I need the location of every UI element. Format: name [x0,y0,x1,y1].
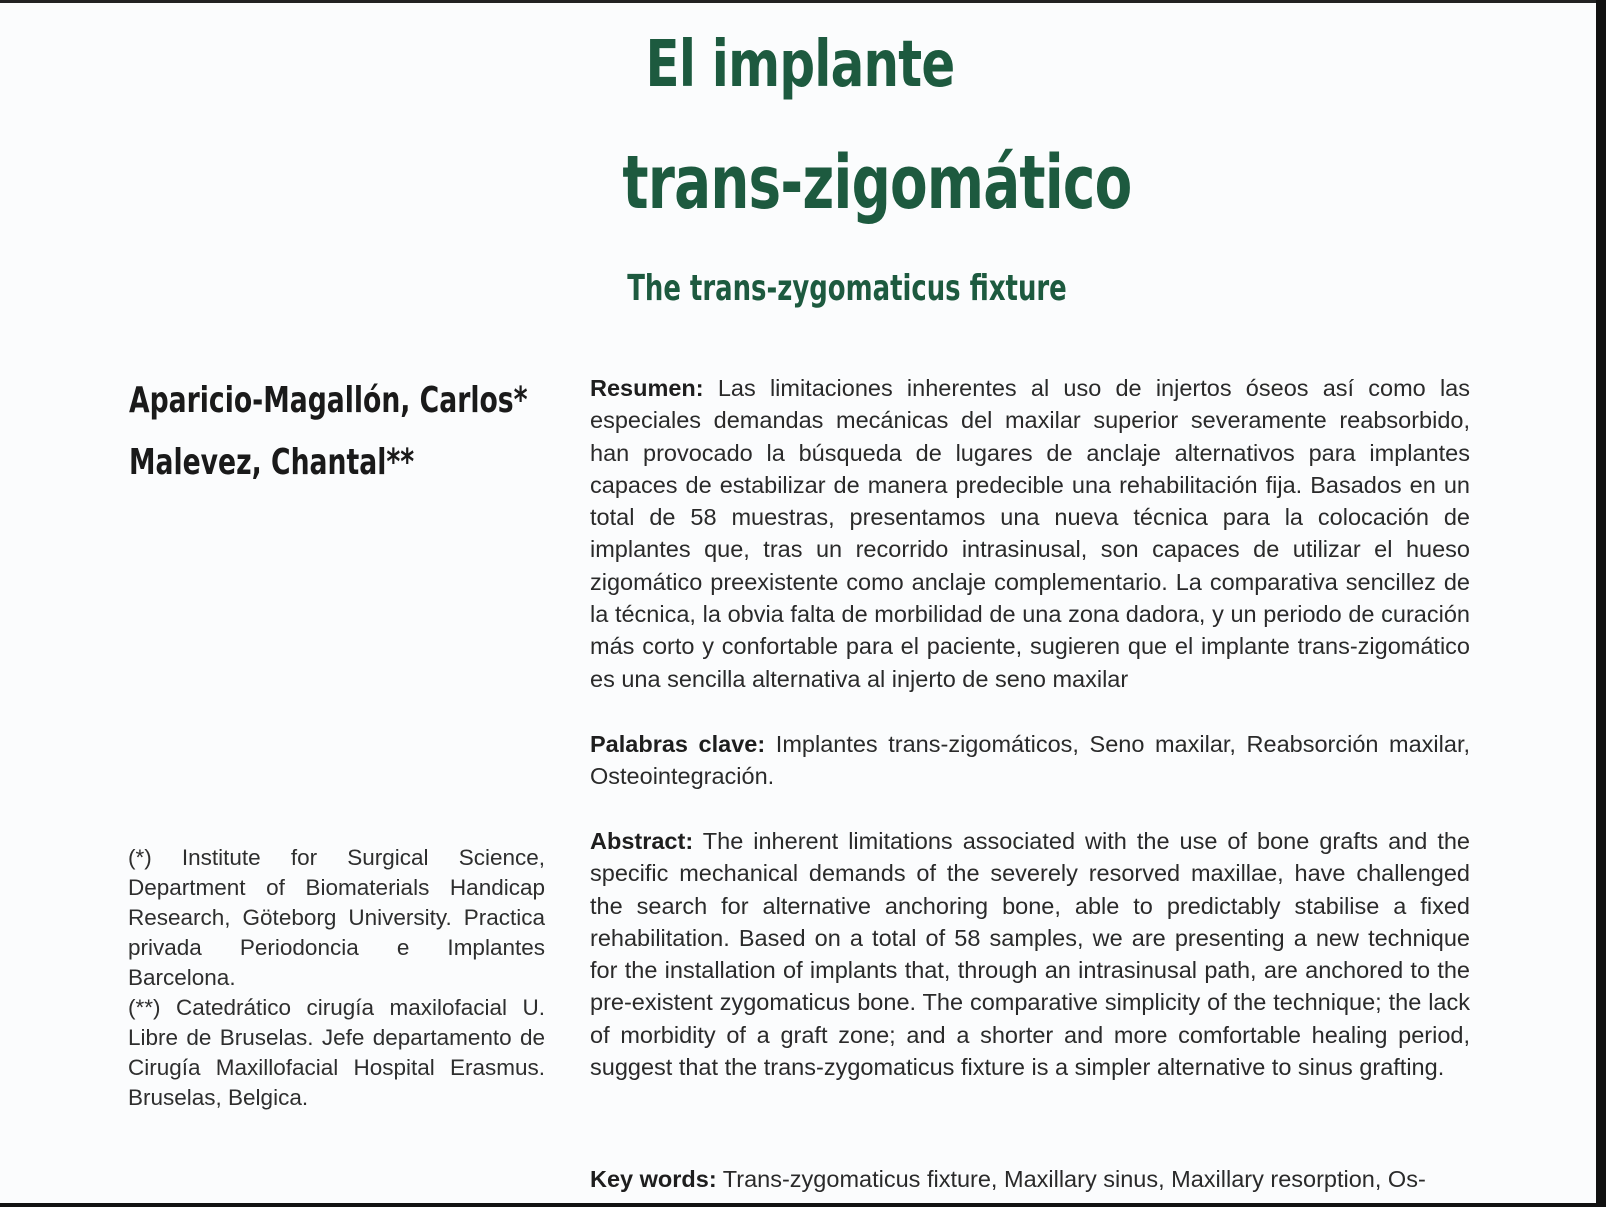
author-2: Malevez, Chantal** [129,442,415,483]
resumen-label: Resumen: [590,375,704,401]
abstract-text: The inherent limitations associated with the use of bone grafts and the specific mechanical demands of the severely resorved maxillae, have challenged the search for alternative anchoring bone, able to predictably stabilise a fixed rehabilitation. Based on a total of 58 samples, we are presenting a new technique for the installation of implants that, through an intrasinusal path, are anchored to the pre-existent zygomaticus bone. The comparative simplicity of the technique; the lack of morbidity of a graft zone; and a shorter and more comfortable healing period, suggest that the trans-zygomaticus fixture is a simpler alternative to sinus grafting. [590,828,1471,1081]
abstract-paragraph [590,825,1470,1083]
scan-edge-right [1596,0,1606,1207]
author-1: Aparicio-Magallón, Carlos* [129,380,528,421]
palabras-clave-label: Palabras clave: [590,731,766,757]
scan-edge-bottom [0,1203,1606,1207]
palabras-clave-text: Implantes trans-zigomáticos, Seno maxilar, Reabsorción maxilar, Osteointegración. [590,731,1471,790]
scan-edge-top [0,0,1606,3]
article-subtitle: The trans-zygomaticus fixture [627,268,1067,309]
key-words-text: Trans-zygomaticus fixture, Maxillary sinus, Maxillary resorption, Os- [722,1166,1426,1192]
affiliations [128,843,545,1113]
affiliation-2: (**) Catedrático cirugía maxilofacial U. Libre de Bruselas. Jefe departamento de Cirugía Maxillofacial Hospital Erasmus. Bruselas, Belgica. [128,995,545,1110]
article-title-line-1: El implante [645,28,955,102]
key-words-paragraph [590,1163,1470,1195]
article-title-line-2: trans-zigomático [622,140,1132,226]
palabras-clave-paragraph [590,728,1470,793]
abstract-label: Abstract: [590,828,694,854]
resumen-text: Las limitaciones inherentes al uso de injertos óseos así como las especiales demandas mecánicas del maxilar superior severamente reabsorbido, han provocado la búsqueda de lugares de anclaje alternativos para implantes capaces de estabilizar de manera predecible una rehabilitación fija. Basados en un total de 58 muestras, presentamos una nueva técnica para la colocación de implantes que, tras un recorrido intrasinusal, son capaces de utilizar el hueso zigomático preexistente como anclaje complementario. La comparativa sencillez de la técnica, la obvia falta de morbilidad de una zona dadora, y un periodo de curación más corto y confortable para el paciente, sugieren que el implante trans-zigomático es una sencilla alternativa al injerto de seno maxilar [590,375,1471,692]
affiliation-1: (*) Institute for Surgical Science, Department of Biomaterials Handicap Research, Göteborg University. Practica privada Periodoncia e Implantes Barcelona. [128,845,545,990]
key-words-label: Key words: [590,1166,717,1192]
resumen-paragraph [590,372,1470,695]
